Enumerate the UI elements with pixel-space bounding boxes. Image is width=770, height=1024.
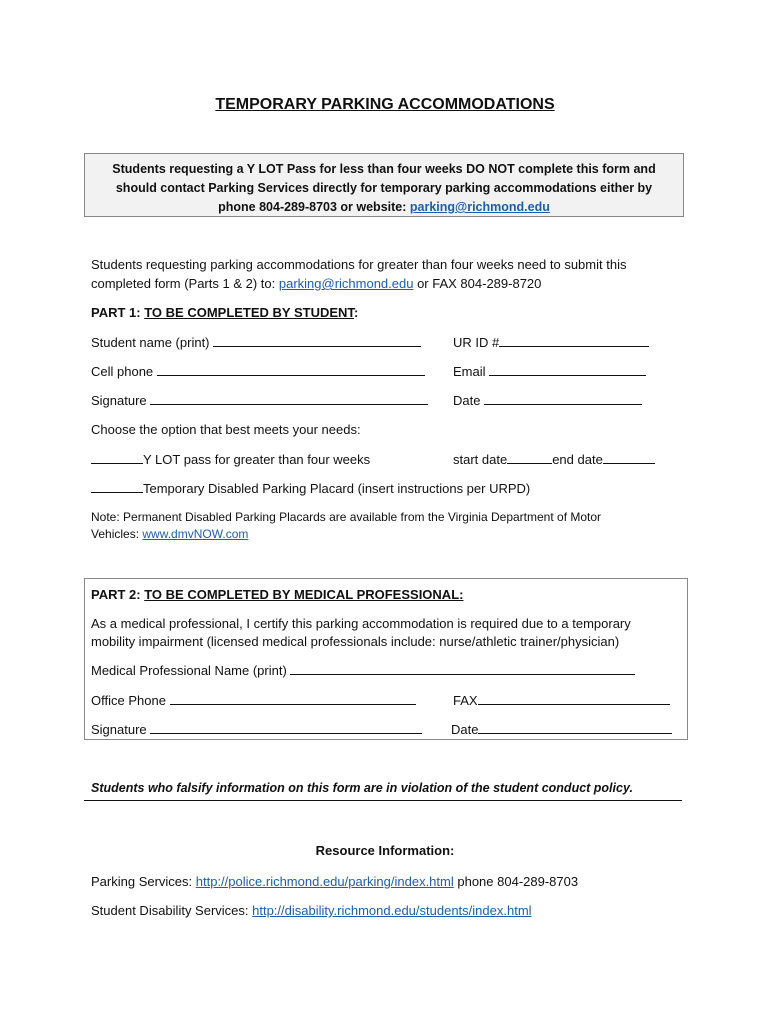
note-line-2 (91, 526, 248, 543)
parking-services-phone: phone 804-289-8703 (453, 874, 579, 889)
parking-services-label: Parking Services: (91, 874, 196, 889)
date-range-row (453, 450, 655, 469)
notice-line-2: should contact Parking Services directly for temporary parking accommodations either by (115, 181, 653, 195)
ur-id-row (453, 333, 649, 352)
cell-phone-field[interactable] (157, 363, 425, 376)
part1-heading (91, 303, 358, 322)
intro-line-2 (91, 274, 541, 293)
parking-services-row (91, 872, 578, 891)
intro-line-2-text: completed form (Parts 1 & 2) to: (91, 276, 279, 291)
part2-heading (91, 585, 463, 604)
notice-line-1: Students requesting a Y LOT Pass for less than four weeks DO NOT complete this form and (112, 162, 656, 176)
notice-line-3-text: phone 804-289-8703 or website: (218, 200, 410, 214)
parking-services-link[interactable]: http://police.richmond.edu/parking/index.html (195, 874, 454, 889)
option-placard-blank[interactable] (91, 480, 143, 493)
choose-option-label: Choose the option that best meets your needs: (91, 422, 361, 437)
option-placard-row (91, 479, 530, 498)
start-date-label: start date (453, 452, 508, 467)
conduct-warning: Students who falsify information on this form are in violation of the student conduct policy. (91, 781, 633, 795)
note-line-1: Note: Permanent Disabled Parking Placards are available from the Virginia Department of Motor (91, 510, 602, 524)
med-date-row (451, 720, 672, 739)
cell-phone-row (91, 362, 425, 381)
notice-line-3 (85, 198, 683, 217)
med-signature-row (91, 720, 422, 739)
dmv-link[interactable]: www.dmvNOW.com (142, 527, 249, 541)
cert-line-2: mobility impairment (licensed medical professionals include: nurse/athletic trainer/physician) (91, 634, 620, 649)
option-ylot-blank[interactable] (91, 451, 143, 464)
form-title: TEMPORARY PARKING ACCOMMODATIONS (215, 96, 555, 113)
student-name-row (91, 333, 421, 352)
intro-email-link[interactable]: parking@richmond.edu (278, 276, 414, 291)
med-name-label: Medical Professional Name (print) (91, 663, 287, 678)
notice-box (84, 153, 684, 217)
office-phone-row (91, 691, 416, 710)
email-row (453, 362, 646, 381)
end-date-label: end date (552, 452, 603, 467)
date-row (453, 391, 642, 410)
option-placard-label: Temporary Disabled Parking Placard (insert instructions per URPD) (143, 481, 531, 496)
med-signature-field[interactable] (150, 721, 422, 734)
part1-heading-text: TO BE COMPLETED BY STUDENT (144, 305, 354, 320)
note-line-2-text: Vehicles: (91, 527, 143, 541)
date-label: Date (453, 393, 481, 408)
disability-services-link[interactable]: http://disability.richmond.edu/students/index.html (252, 903, 532, 918)
part2-heading-text: TO BE COMPLETED BY MEDICAL PROFESSIONAL: (144, 587, 464, 602)
notice-email-link[interactable]: parking@richmond.edu (409, 200, 550, 214)
disability-services-label: Student Disability Services: (91, 903, 253, 918)
date-field[interactable] (484, 392, 642, 405)
cell-phone-label: Cell phone (91, 364, 154, 379)
fax-label: FAX (453, 693, 478, 708)
start-date-field[interactable] (507, 451, 552, 464)
cert-line-1: As a medical professional, I certify this parking accommodation is required due to a temporary (91, 616, 631, 631)
warning-divider (84, 800, 682, 801)
office-phone-label: Office Phone (91, 693, 166, 708)
end-date-field[interactable] (603, 451, 655, 464)
part1-colon: : (353, 305, 359, 320)
email-label: Email (453, 364, 486, 379)
student-name-label: Student name (print) (91, 335, 210, 350)
ur-id-field[interactable] (499, 334, 649, 347)
part1-label: PART 1: (91, 305, 145, 320)
part2-label: PART 2: (91, 587, 145, 602)
office-phone-field[interactable] (170, 692, 416, 705)
signature-label: Signature (91, 393, 147, 408)
ur-id-label: UR ID # (453, 335, 500, 350)
signature-field[interactable] (150, 392, 428, 405)
med-name-row (91, 661, 635, 680)
option-ylot-row (91, 450, 370, 469)
med-signature-label: Signature (91, 722, 147, 737)
med-date-label: Date (451, 722, 479, 737)
option-ylot-label: Y LOT pass for greater than four weeks (143, 452, 371, 467)
fax-field[interactable] (478, 692, 670, 705)
intro-line-1: Students requesting parking accommodations for greater than four weeks need to submit this (91, 257, 627, 272)
resource-heading: Resource Information: (315, 843, 455, 858)
signature-row (91, 391, 428, 410)
email-field[interactable] (489, 363, 646, 376)
med-date-field[interactable] (478, 721, 672, 734)
intro-fax-text: or FAX 804-289-8720 (413, 276, 542, 291)
fax-row (453, 691, 670, 710)
disability-services-row (91, 901, 532, 920)
med-name-field[interactable] (290, 662, 635, 675)
student-name-field[interactable] (213, 334, 421, 347)
